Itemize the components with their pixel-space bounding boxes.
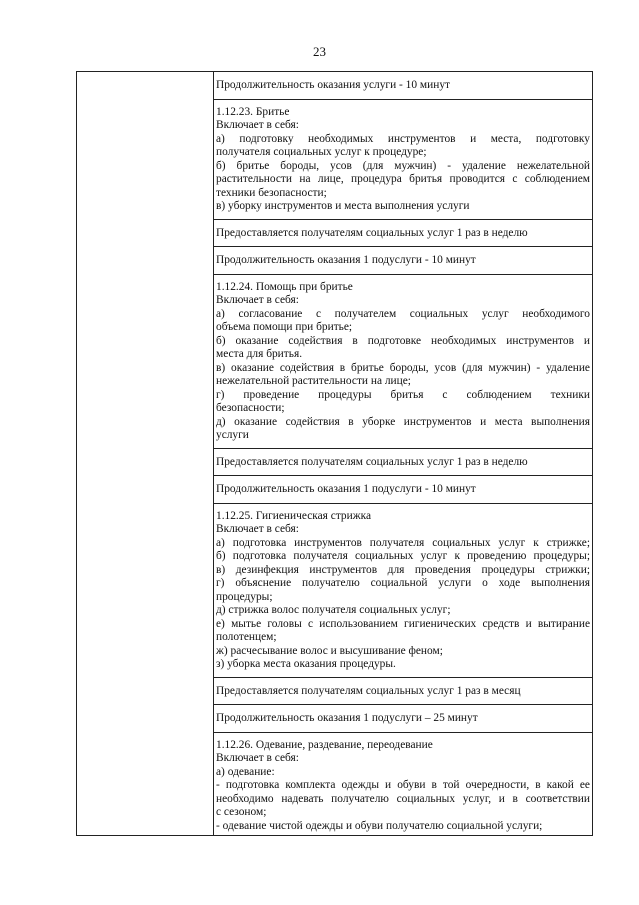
duration-cell (214, 247, 593, 275)
service-description-shaving (214, 99, 593, 219)
service-item-line: - одевание чистой одежды и обуви получателю социальной услуги; (216, 819, 543, 832)
service-title: 1.12.25. Гигиеническая стрижка (216, 509, 372, 522)
service-title: 1.12.26. Одевание, раздевание, переодевание (216, 738, 433, 751)
service-intro: Включает в себя: (216, 119, 299, 131)
frequency-text: Предоставляется получателям социальных услуг 1 раз в неделю (216, 455, 528, 468)
service-item-line: необходимо надевать получателю социальных услуг, и в соответствии (216, 792, 590, 805)
service-item-line: ж) расчесывание волос и высушивание феном; (216, 644, 443, 657)
page-number: 23 (313, 44, 326, 59)
duration-text: Продолжительность оказания 1 подуслуги - 10 минут (216, 483, 476, 495)
service-item-line: полотенцем; (216, 631, 277, 643)
service-item-line: а) согласование с получателем социальных услуг необходимого (216, 307, 590, 320)
service-item-line: а) подготовка инструментов получателя социальных услуг к стрижке; (216, 536, 590, 549)
frequency-text: Предоставляется получателям социальных услуг 1 раз в месяц (216, 684, 521, 697)
service-item-line: д) стрижка волос получателя социальных услуг; (216, 604, 451, 616)
duration-text: Продолжительность оказания услуги - 10 минут (216, 79, 450, 91)
service-item-line: в) оказание содействия в бритье бороды, усов (для мужчин) - удаление (216, 361, 590, 374)
service-item-line: места для бритья. (216, 348, 303, 360)
service-item-line: в) уборку инструментов и места выполнения услуги (216, 200, 470, 212)
service-item-line: безопасности; (216, 402, 285, 414)
service-title: 1.12.23. Бритье (216, 105, 290, 118)
frequency-cell (214, 219, 593, 247)
left-column-cell (77, 72, 214, 836)
service-intro: Включает в себя: (216, 294, 299, 306)
frequency-cell (214, 677, 593, 705)
service-item-line: с сезоном; (216, 806, 267, 818)
service-title: 1.12.24. Помощь при бритье (216, 280, 353, 293)
service-intro: Включает в себя: (216, 523, 299, 535)
service-item-line: услуги (216, 429, 249, 441)
service-item-line: техники безопасности; (216, 186, 327, 199)
duration-cell (214, 705, 593, 733)
service-item-line: б) бритье бороды, усов (для мужчин) - удаление нежелательной (216, 159, 590, 172)
service-intro: Включает в себя: (216, 752, 299, 764)
service-item-line: в) дезинфекция инструментов для проведения процедуры стрижки; (216, 563, 590, 576)
service-item-line: д) оказание содействия в уборке инструментов и места выполнения (216, 415, 590, 428)
service-description-shaving-help (214, 274, 593, 448)
service-item-line: нежелательной растительности на лице; (216, 375, 411, 387)
service-item-line: б) оказание содействия в подготовке необходимых инструментов и (216, 334, 590, 347)
service-item-line: получателя социальных услуг к процедуре; (216, 146, 427, 158)
duration-text: Продолжительность оказания 1 подуслуги – 25 минут (216, 712, 478, 724)
service-item-line: процедуры; (216, 590, 273, 603)
service-item-line: а) подготовку необходимых инструментов и места, подготовку (216, 132, 590, 145)
frequency-cell (214, 448, 593, 476)
service-description-dressing (214, 732, 593, 836)
duration-cell (214, 72, 593, 100)
duration-text: Продолжительность оказания 1 подуслуги - 10 минут (216, 254, 476, 266)
table-row (77, 72, 593, 100)
service-item-line: - подготовка комплекта одежды и обуви в той очередности, в какой ее (216, 779, 590, 791)
service-item-line: объема помощи при бритье; (216, 321, 353, 333)
service-description-haircut (214, 503, 593, 677)
services-table (76, 71, 593, 836)
service-item-line: а) одевание: (216, 765, 275, 778)
service-item-line: г) проведение процедуры бритья с соблюдением техники (216, 388, 590, 401)
service-item-line: е) мытье головы с использованием гигиенических средств и вытирание (216, 617, 590, 630)
service-item-line: растительности на лице, процедура бритья проводится с соблюдением (216, 173, 590, 185)
service-item-line: з) уборка места оказания процедуры. (216, 658, 396, 670)
service-item-line: г) объяснение получателю социальной услуги о ходе выполнения (216, 577, 590, 589)
service-item-line: б) подготовка получателя социальных услуг к проведению процедуры; (216, 550, 590, 562)
duration-cell (214, 476, 593, 504)
frequency-text: Предоставляется получателям социальных услуг 1 раз в неделю (216, 226, 528, 239)
